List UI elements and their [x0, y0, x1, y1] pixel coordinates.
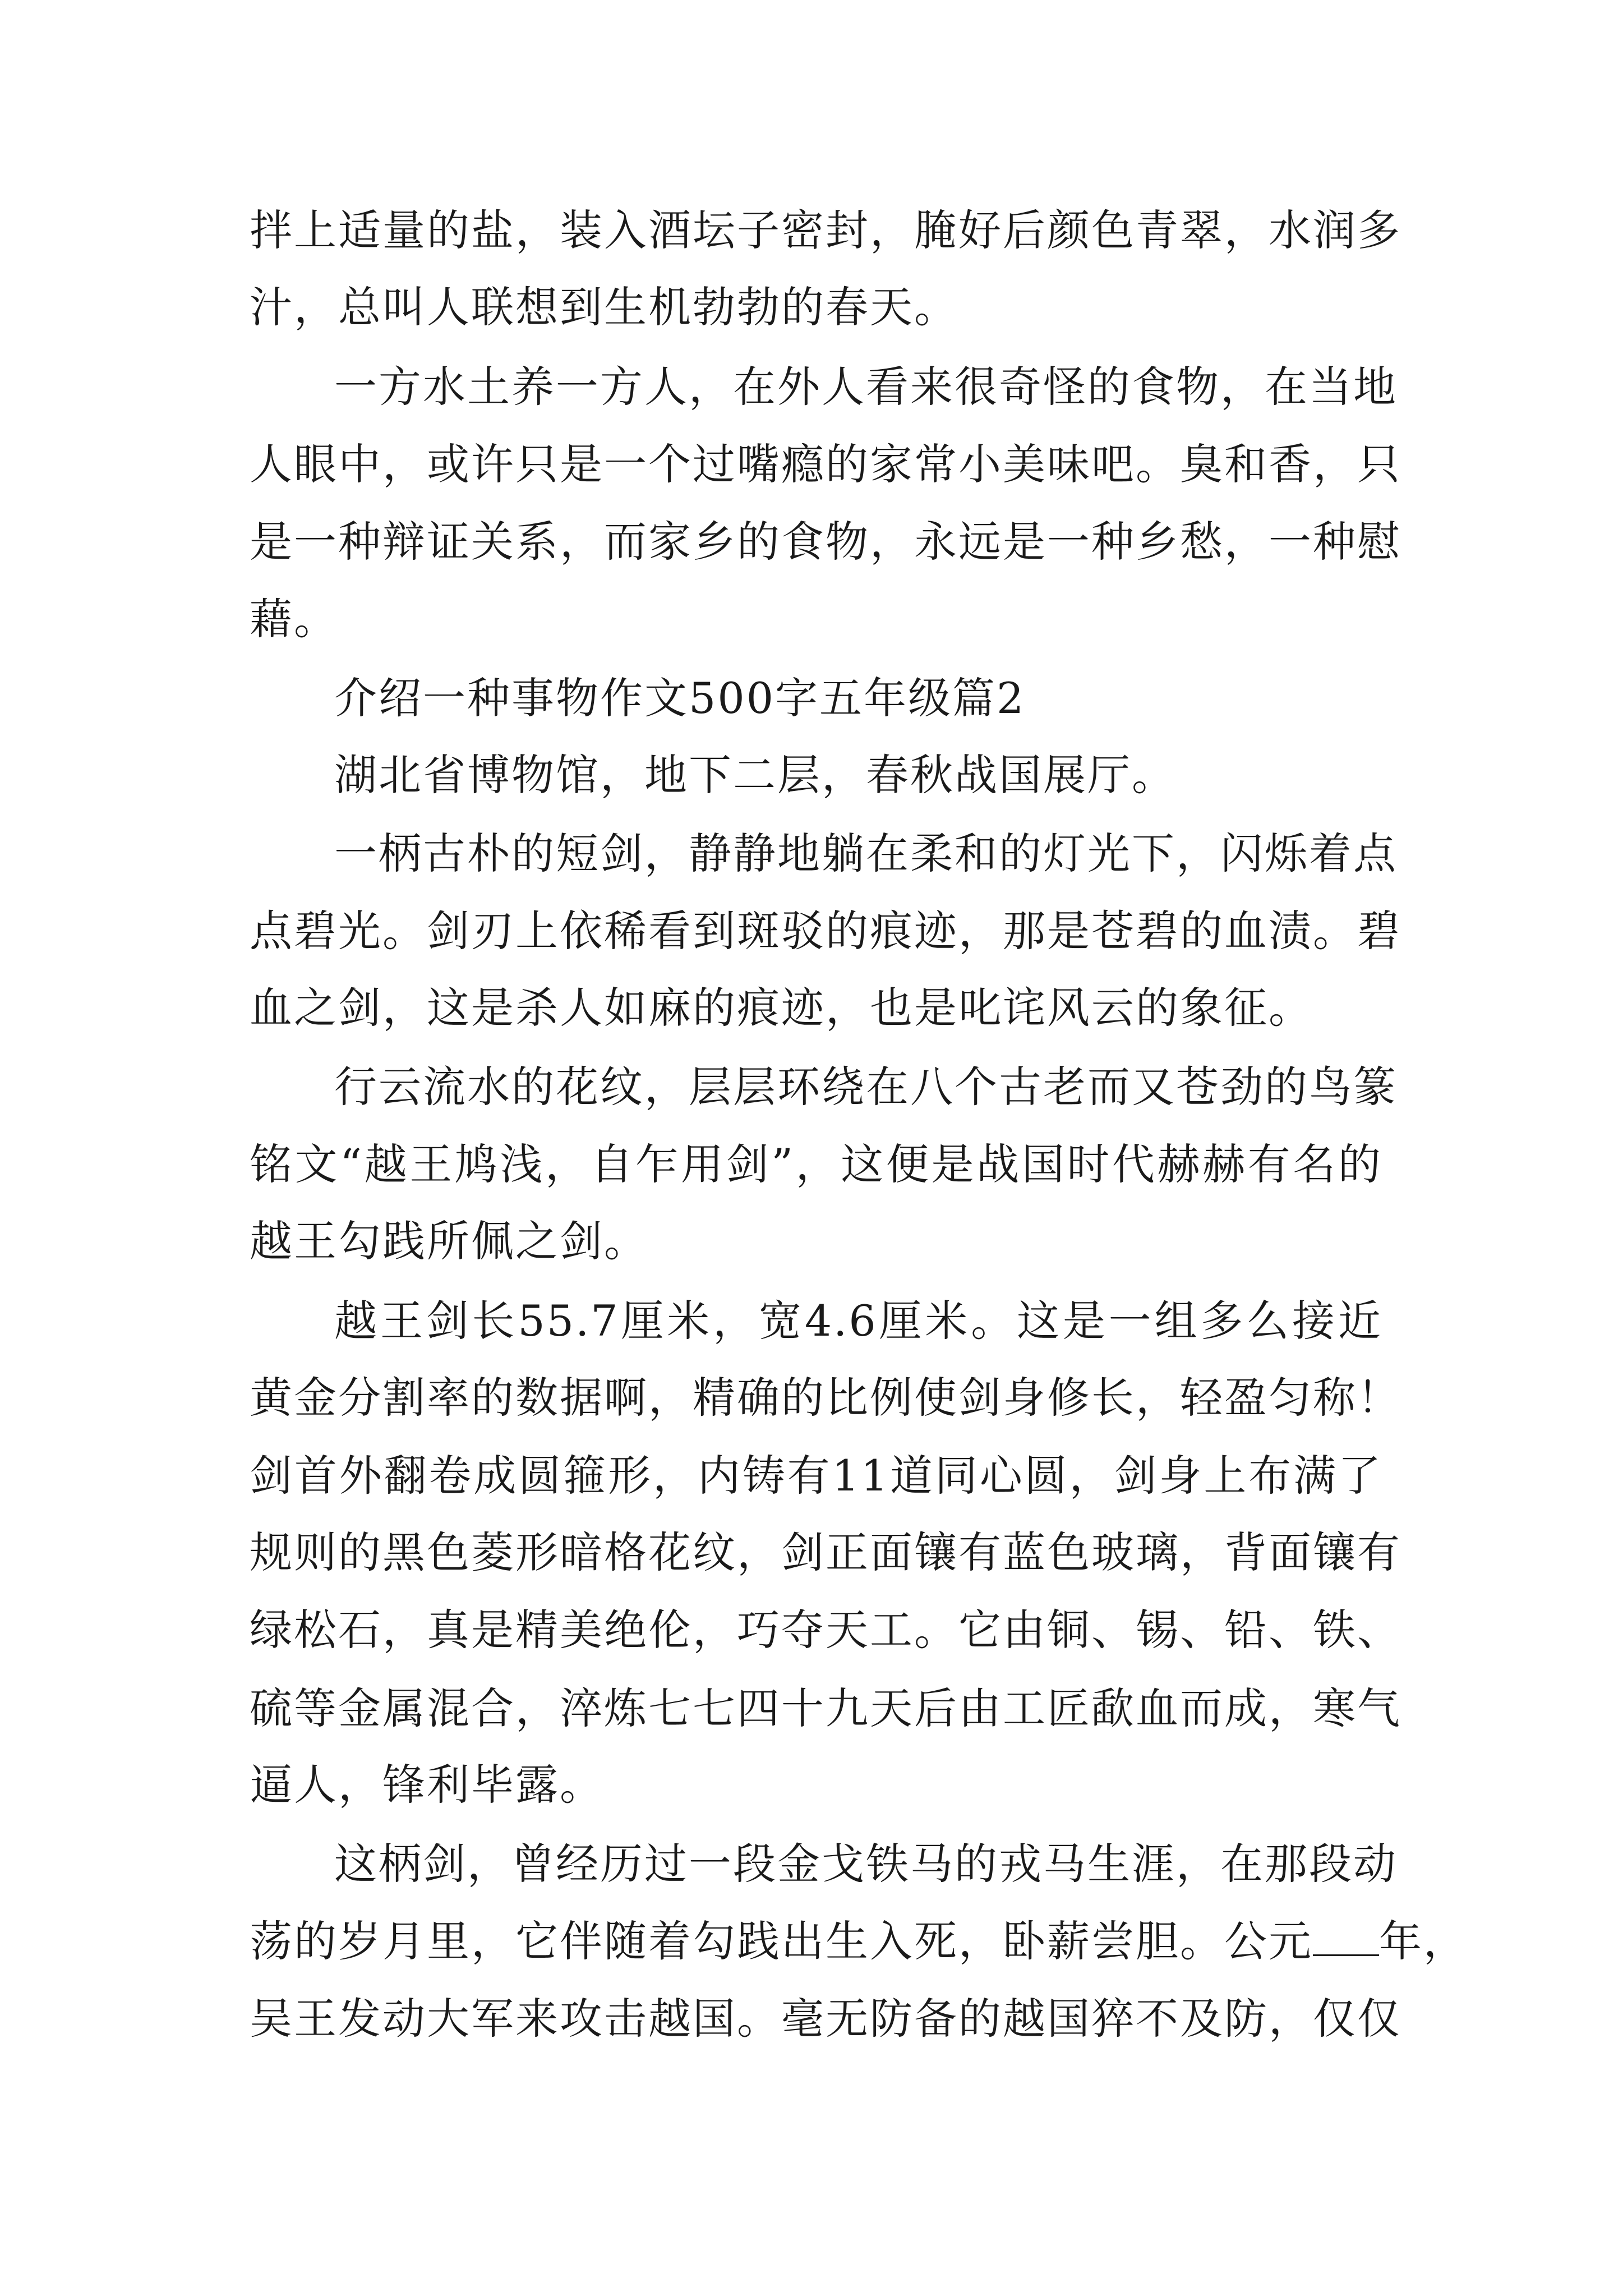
text-line: 硫等金属混合，淬炼七七四十九天后由工匠歃血而成，寒气 [250, 1683, 1401, 1733]
text-line: 拌上适量的盐，装入酒坛子密封，腌好后颜色青翠，水润多 [250, 205, 1401, 255]
text-line: 越王勾践所佩之剑。 [250, 1216, 648, 1266]
text-line: 一方水土养一方人，在外人看来很奇怪的食物，在当地 [334, 362, 1398, 412]
text-line: 是一种辩证关系，而家乡的食物，永远是一种乡愁，一种慰 [250, 517, 1401, 567]
text-line: 行云流水的花纹，层层环绕在八个古老而又苍劲的鸟篆 [334, 1062, 1398, 1112]
text-line: 人眼中，或许只是一个过嘴瘾的家常小美味吧。臭和香，只 [250, 439, 1401, 489]
text-line: 越王剑长55.7厘米，宽4.6厘米。这是一组多么接近 [334, 1296, 1382, 1346]
text-line: 黄金分割率的数据啊，精确的比例使剑身修长，轻盈匀称！ [250, 1373, 1401, 1423]
text-line: 剑首外翻卷成圆箍形，内铸有11道同心圆，剑身上布满了 [250, 1451, 1382, 1501]
text-segment: 年， [1379, 1916, 1468, 1966]
text-segment: 荡的岁月里，它伴随着勾践出生入死，卧薪尝胆。公元 [250, 1916, 1313, 1966]
section-heading: 介绍一种事物作文500字五年级篇2 [334, 673, 1026, 723]
fill-in-blank [1313, 1952, 1379, 1956]
text-line: 血之剑，这是杀人如麻的痕迹，也是叱诧风云的象征。 [250, 983, 1313, 1033]
text-line: 铭文“越王鸠浅，自乍用剑”，这便是战国时代赫赫有名的 [250, 1139, 1382, 1189]
text-line: 湖北省博物馆，地下二层，春秋战国展厅。 [334, 750, 1176, 800]
text-line: 点碧光。剑刃上依稀看到斑驳的痕迹，那是苍碧的血渍。碧 [250, 906, 1401, 956]
text-line: 吴王发动大军来攻击越国。毫无防备的越国猝不及防，仅仅 [250, 1994, 1401, 2044]
text-line: 规则的黑色菱形暗格花纹，剑正面镶有蓝色玻璃，背面镶有 [250, 1527, 1401, 1577]
text-line: 藉。 [250, 594, 338, 644]
text-line: 汁，总叫人联想到生机勃勃的春天。 [250, 282, 958, 332]
text-line: 一柄古朴的短剑，静静地躺在柔和的灯光下，闪烁着点 [334, 829, 1398, 878]
text-line-with-blank [250, 1915, 1468, 1968]
text-line: 这柄剑，曾经历过一段金戈铁马的戎马生涯，在那段动 [334, 1839, 1398, 1889]
text-line: 绿松石，真是精美绝伦，巧夺天工。它由铜、锡、铅、铁、 [250, 1605, 1401, 1655]
text-line: 逼人，锋利毕露。 [250, 1760, 604, 1810]
